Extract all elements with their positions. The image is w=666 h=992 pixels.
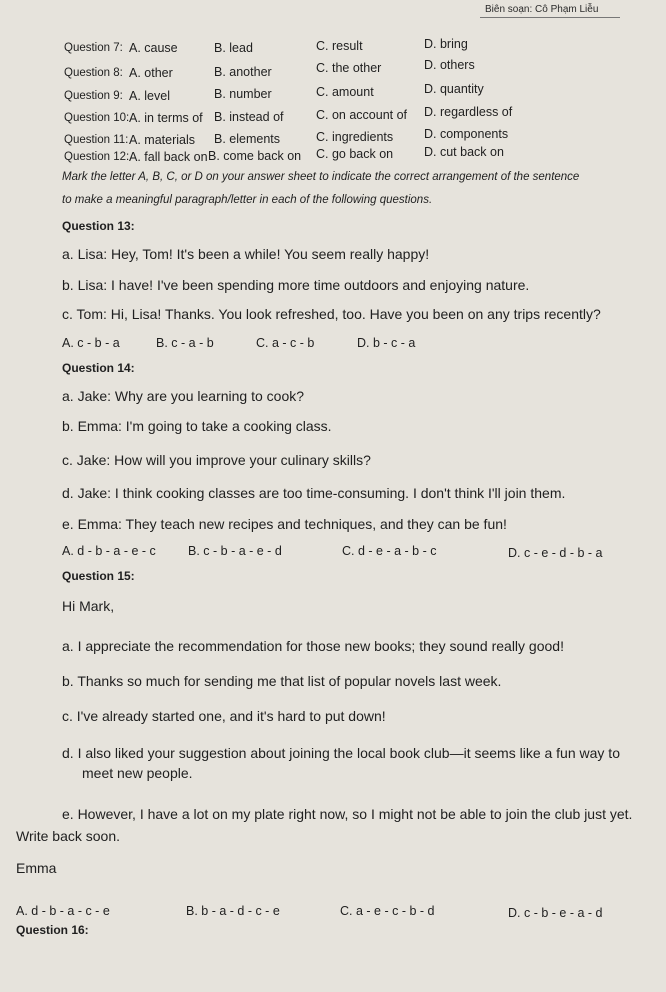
- q7-option-a[interactable]: A. cause: [129, 41, 178, 55]
- q13-line-c: c. Tom: Hi, Lisa! Thanks. You look refreshed, too. Have you been on any trips recently?: [62, 306, 601, 322]
- q11-option-c[interactable]: C. ingredients: [316, 130, 394, 144]
- q14-line-d: d. Jake: I think cooking classes are too time-consuming. I don't think I'll join them.: [62, 485, 566, 501]
- q14-option-d[interactable]: D. c - e - d - b - a: [508, 546, 603, 560]
- q15-line-e: e. However, I have a lot on my plate right now, so I might not be able to join the club just yet.: [62, 806, 633, 822]
- q10-option-a[interactable]: A. in terms of: [129, 111, 203, 125]
- q12-option-d[interactable]: D. cut back on: [424, 145, 504, 159]
- q11-option-b[interactable]: B. elements: [214, 132, 281, 146]
- q10-option-c[interactable]: C. on account of: [316, 108, 408, 122]
- q15-line-b: b. Thanks so much for sending me that list of popular novels last week.: [62, 673, 502, 689]
- instruction-line-2: to make a meaningful paragraph/letter in each of the following questions.: [62, 194, 433, 206]
- q13-line-a: a. Lisa: Hey, Tom! It's been a while! You seem really happy!: [62, 246, 430, 262]
- q15-heading: Question 15:: [62, 569, 135, 583]
- q10-option-b[interactable]: B. instead of: [214, 110, 284, 124]
- q7-option-c[interactable]: C. result: [316, 39, 363, 53]
- q8-label: Question 8:: [64, 67, 123, 79]
- q13-option-a[interactable]: A. c - b - a: [62, 336, 120, 350]
- q11-label: Question 11:: [64, 134, 129, 146]
- q15-line-d-cont: meet new people.: [82, 765, 193, 781]
- q15-option-b[interactable]: B. b - a - d - c - e: [186, 904, 280, 918]
- q16-heading: Question 16:: [16, 923, 89, 937]
- q10-option-d[interactable]: D. regardless of: [424, 105, 513, 119]
- q8-option-d[interactable]: D. others: [424, 58, 475, 72]
- q7-option-b[interactable]: B. lead: [214, 41, 253, 55]
- q13-option-c[interactable]: C. a - c - b: [256, 336, 315, 350]
- q15-line-c: c. I've already started one, and it's hard to put down!: [62, 708, 386, 724]
- q15-option-d[interactable]: D. c - b - e - a - d: [508, 906, 603, 920]
- q14-option-b[interactable]: B. c - b - a - e - d: [188, 544, 282, 558]
- q12-label: Question 12:: [64, 151, 130, 163]
- author-credit: Biên soạn: Cô Phạm Liễu: [485, 4, 599, 15]
- instruction-line-1: Mark the letter A, B, C, or D on your answer sheet to indicate the correct arrangement of the sentence: [62, 171, 580, 183]
- q13-option-d[interactable]: D. b - c - a: [357, 336, 416, 350]
- q9-option-c[interactable]: C. amount: [316, 85, 374, 99]
- q15-option-a[interactable]: A. d - b - a - c - e: [16, 904, 110, 918]
- q7-label: Question 7:: [64, 42, 123, 54]
- q9-option-b[interactable]: B. number: [214, 87, 272, 101]
- q12-option-b[interactable]: B. come back on: [208, 149, 302, 163]
- q13-heading: Question 13:: [62, 219, 135, 233]
- q15-greeting: Hi Mark,: [62, 598, 115, 614]
- q9-option-d[interactable]: D. quantity: [424, 82, 484, 96]
- q15-line-a: a. I appreciate the recommendation for those new books; they sound really good!: [62, 638, 564, 654]
- q12-option-a[interactable]: A. fall back on: [129, 150, 208, 164]
- q11-option-d[interactable]: D. components: [424, 127, 509, 141]
- q12-option-c[interactable]: C. go back on: [316, 147, 394, 161]
- q15-option-c[interactable]: C. a - e - c - b - d: [340, 904, 435, 918]
- q15-line-d: d. I also liked your suggestion about joining the local book club—it seems like a fun way to: [62, 745, 620, 761]
- q14-line-e: e. Emma: They teach new recipes and techniques, and they can be fun!: [62, 516, 507, 532]
- q14-line-a: a. Jake: Why are you learning to cook?: [62, 388, 305, 404]
- q8-option-b[interactable]: B. another: [214, 65, 272, 79]
- q14-option-a[interactable]: A. d - b - a - e - c: [62, 544, 156, 558]
- author-underline: [480, 17, 620, 18]
- q11-option-a[interactable]: A. materials: [129, 133, 195, 147]
- q13-option-b[interactable]: B. c - a - b: [156, 336, 214, 350]
- q8-option-c[interactable]: C. the other: [316, 61, 382, 75]
- q10-label: Question 10:: [64, 112, 130, 124]
- q15-closing: Write back soon.: [16, 828, 121, 844]
- q9-option-a[interactable]: A. level: [129, 89, 170, 103]
- q15-signature: Emma: [16, 860, 57, 876]
- q14-heading: Question 14:: [62, 361, 135, 375]
- q14-line-b: b. Emma: I'm going to take a cooking class.: [62, 418, 332, 434]
- q13-line-b: b. Lisa: I have! I've been spending more time outdoors and enjoying nature.: [62, 277, 530, 293]
- q14-line-c: c. Jake: How will you improve your culinary skills?: [62, 452, 371, 468]
- q14-option-c[interactable]: C. d - e - a - b - c: [342, 544, 437, 558]
- q9-label: Question 9:: [64, 90, 123, 102]
- q8-option-a[interactable]: A. other: [129, 66, 173, 80]
- q7-option-d[interactable]: D. bring: [424, 37, 468, 51]
